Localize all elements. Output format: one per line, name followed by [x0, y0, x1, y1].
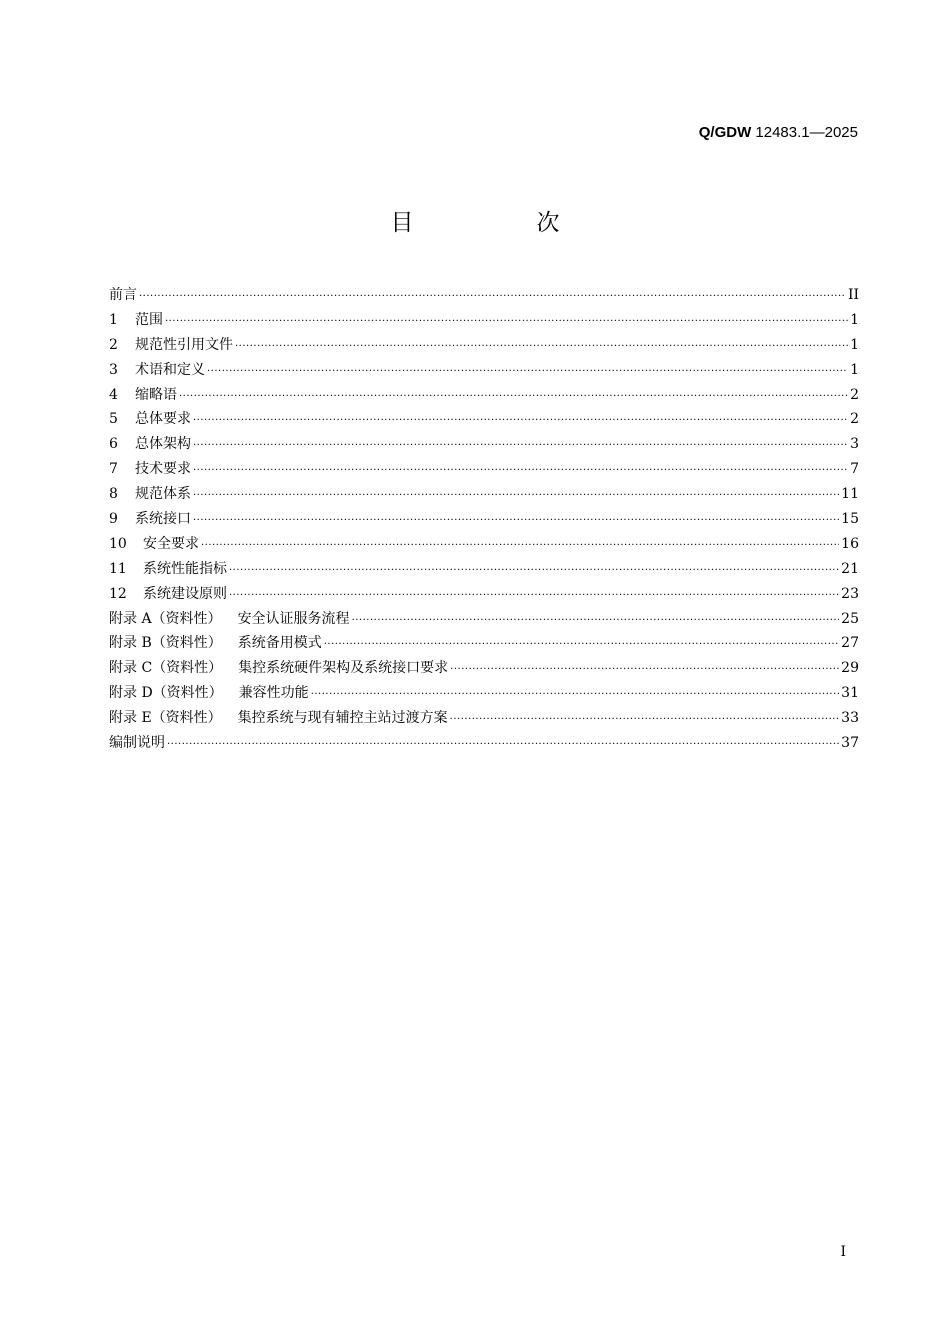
toc-entry-page: 27	[841, 635, 859, 652]
toc-entry-3[interactable]	[109, 358, 859, 383]
toc-entry-label: 系统接口	[135, 511, 191, 528]
toc-entry-7[interactable]	[109, 457, 859, 482]
toc-entry-number: 3	[109, 361, 118, 378]
toc-entry-label: 术语和定义	[135, 361, 205, 378]
toc-entry-page: 7	[850, 461, 859, 478]
toc-entry-drafting-notes[interactable]	[109, 731, 859, 756]
toc-leader	[179, 385, 848, 408]
toc-leader	[193, 484, 839, 507]
document-code-prefix: Q/GDW	[698, 124, 752, 141]
table-of-contents	[109, 283, 859, 756]
toc-entry-11[interactable]	[109, 557, 859, 582]
document-code-number: 12483.1—2025	[755, 124, 858, 141]
toc-entry-label: 总体要求	[135, 411, 191, 428]
toc-entry-number: 8	[109, 486, 118, 503]
toc-leader	[450, 708, 840, 731]
toc-entry-appendix-b[interactable]	[109, 631, 859, 656]
toc-entry-page: 25	[841, 610, 859, 627]
toc-entry-label: 系统性能指标	[143, 560, 227, 577]
toc-entry-number: 12	[109, 585, 127, 602]
toc-leader	[193, 509, 839, 532]
toc-entry-label: 集控系统与现有辅控主站过渡方案	[237, 710, 448, 727]
toc-entry-appendix-d[interactable]	[109, 681, 859, 706]
toc-entry-10[interactable]	[109, 532, 859, 557]
toc-leader	[229, 584, 839, 607]
toc-leader	[352, 609, 840, 632]
toc-entry-page: 1	[850, 311, 859, 328]
toc-entry-page: 37	[841, 735, 859, 752]
toc-entry-number: 附录 D（资料性）	[109, 685, 223, 702]
toc-entry-page: 1	[850, 361, 859, 378]
toc-entry-page: 16	[841, 535, 859, 552]
toc-entry-number: 4	[109, 386, 118, 403]
toc-entry-page: 33	[841, 710, 859, 727]
toc-entry-label: 兼容性功能	[238, 685, 309, 702]
toc-entry-1[interactable]	[109, 308, 859, 333]
toc-entry-number: 附录 C（资料性）	[109, 660, 223, 677]
toc-entry-label: 规范体系	[135, 486, 191, 503]
toc-entry-number: 6	[109, 436, 118, 453]
toc-entry-label: 规范性引用文件	[135, 336, 233, 353]
page-number: I	[840, 1244, 846, 1260]
toc-entry-number: 附录 E（资料性）	[109, 710, 222, 727]
toc-entry-label: 编制说明	[109, 735, 165, 752]
toc-entry-page: 21	[841, 560, 859, 577]
toc-entry-page: 3	[850, 436, 859, 453]
toc-entry-8[interactable]	[109, 482, 859, 507]
toc-leader	[167, 733, 839, 756]
toc-entry-page: 11	[841, 486, 859, 503]
toc-entry-label: 安全认证服务流程	[237, 610, 350, 627]
toc-entry-appendix-a[interactable]	[109, 607, 859, 632]
toc-entry-9[interactable]	[109, 507, 859, 532]
toc-entry-appendix-e[interactable]	[109, 706, 859, 731]
toc-entry-label: 集控系统硬件架构及系统接口要求	[238, 660, 449, 677]
toc-entry-number: 1	[109, 311, 118, 328]
toc-leader	[139, 285, 846, 308]
toc-leader	[450, 658, 839, 681]
toc-entry-number: 附录 A（资料性）	[109, 610, 222, 627]
toc-entry-5[interactable]	[109, 407, 859, 432]
toc-leader	[201, 534, 839, 557]
toc-entry-page: 2	[850, 411, 859, 428]
toc-entry-number: 2	[109, 336, 118, 353]
toc-entry-4[interactable]	[109, 383, 859, 408]
toc-entry-label: 系统建设原则	[143, 585, 227, 602]
toc-entry-page: 31	[841, 685, 859, 702]
toc-entry-label: 前言	[109, 287, 137, 303]
toc-leader	[324, 633, 839, 656]
toc-leader	[207, 360, 848, 383]
toc-entry-label: 总体架构	[135, 436, 191, 453]
toc-leader	[311, 683, 839, 706]
toc-entry-12[interactable]	[109, 582, 859, 607]
toc-entry-number: 5	[109, 411, 118, 428]
toc-entry-page: II	[847, 287, 859, 303]
toc-entry-number: 10	[109, 535, 127, 552]
toc-entry-number: 11	[109, 560, 127, 577]
toc-leader	[165, 310, 848, 333]
toc-leader	[193, 459, 848, 482]
toc-entry-number: 9	[109, 511, 118, 528]
toc-entry-label: 缩略语	[135, 386, 177, 403]
toc-entry-label: 系统备用模式	[237, 635, 322, 652]
toc-entry-label: 范围	[135, 311, 163, 328]
toc-leader	[235, 335, 848, 358]
toc-leader	[229, 559, 839, 582]
toc-entry-page: 2	[850, 386, 859, 403]
document-code	[699, 124, 858, 141]
page-title: 目 次	[390, 210, 610, 236]
toc-entry-label: 技术要求	[135, 461, 191, 478]
toc-leader	[193, 409, 848, 432]
toc-entry-page: 1	[850, 336, 859, 353]
toc-entry-page: 29	[841, 660, 859, 677]
toc-entry-number: 附录 B（资料性）	[109, 635, 222, 652]
toc-entry-appendix-c[interactable]	[109, 656, 859, 681]
toc-entry-foreword[interactable]	[109, 283, 859, 308]
toc-entry-page: 15	[841, 511, 859, 528]
toc-entry-page: 23	[841, 585, 859, 602]
toc-entry-number: 7	[109, 461, 118, 478]
toc-leader	[193, 434, 848, 457]
toc-entry-6[interactable]	[109, 432, 859, 457]
toc-entry-label: 安全要求	[143, 535, 199, 552]
toc-entry-2[interactable]	[109, 333, 859, 358]
